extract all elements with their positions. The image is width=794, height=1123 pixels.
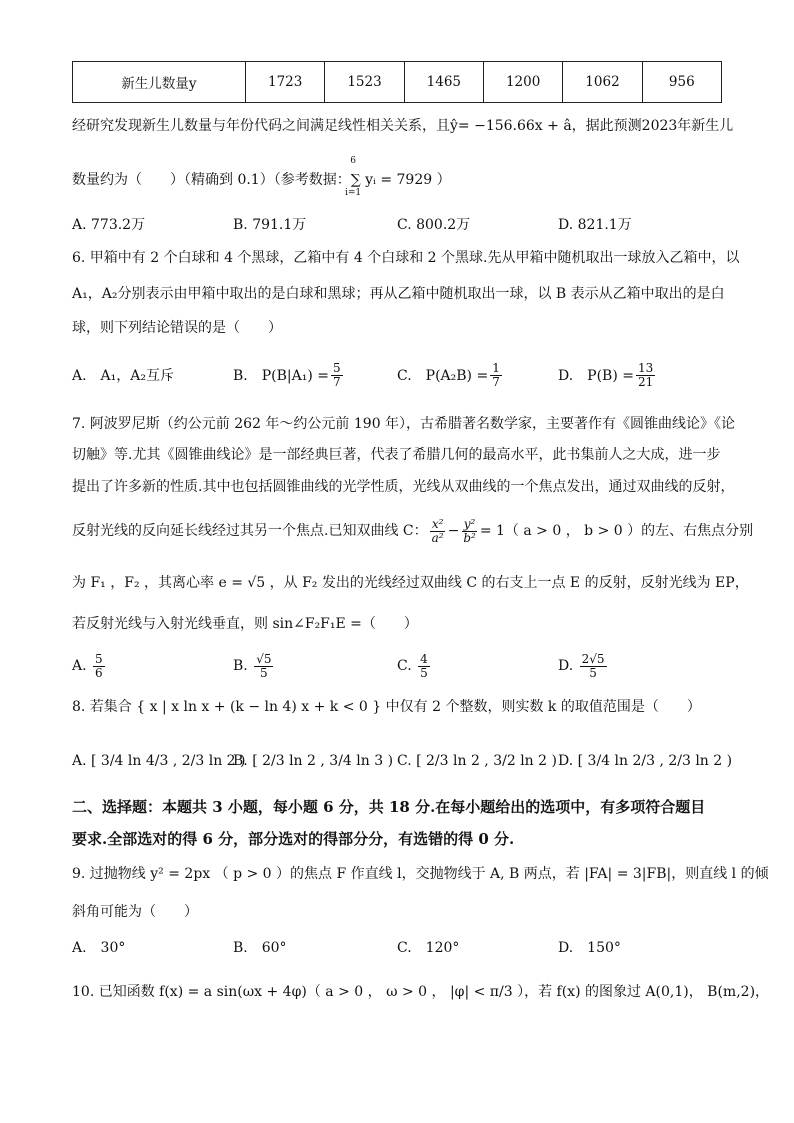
q8-option-d[interactable]: D. [ 3/4 ln 2/3 , 2/3 ln 2 ) [558, 753, 733, 769]
q8-option-a[interactable]: A. [ 3/4 ln 4/3 , 2/3 ln 2 ) [72, 753, 246, 769]
denominator: 21 [638, 374, 654, 389]
q5-text-line [72, 156, 732, 200]
q7-text: （ a > 0 ， b > 0 ）的左、右焦点分别 [504, 523, 754, 539]
q5-option-d[interactable]: D. 821.1万 [558, 217, 632, 233]
table-cell: 1062 [563, 62, 642, 103]
denominator: a² [431, 530, 444, 545]
denominator: 5 [260, 665, 268, 680]
q6-option-b[interactable] [233, 360, 345, 390]
q5-option-c[interactable]: C. 800.2万 [397, 217, 471, 233]
minus-sign: − [447, 523, 460, 539]
q6-option-d[interactable] [558, 360, 657, 390]
table-cell: 1465 [404, 62, 483, 103]
denominator: 5 [420, 665, 428, 680]
q10-text-line: 10. 已知函数 f(x) = a sin(ωx + 4φ)（ a > 0 ， ω > 0 ， |φ| < π/3 ），若 f(x) 的图象过 A(0,1)， B(m,2)， [72, 984, 770, 1000]
q6-text-line: 6. 甲箱中有 2 个白球和 4 个黑球，乙箱中有 4 个白球和 2 个黑球.先从甲箱中随机取出一球放入乙箱中，以 [72, 250, 740, 266]
q6-options [72, 360, 732, 390]
numerator: y² [463, 516, 476, 531]
q5-text: 数量约为（ ）（精确到 0.1）（参考数据：∑ yᵢ = 7929 ） [72, 172, 451, 188]
table-cell: 1200 [483, 62, 562, 103]
q8-option-b[interactable]: B. [ 2/3 ln 2 , 3/4 ln 3 ) [233, 753, 394, 769]
newborn-data-table [72, 61, 722, 103]
numerator: 2√5 [581, 651, 605, 666]
denominator: 5 [589, 665, 597, 680]
denominator: 7 [333, 374, 341, 389]
fraction [580, 653, 607, 680]
table-header-cell: 新生儿数量y [73, 62, 246, 103]
option-label: A. [72, 658, 87, 674]
denominator: 7 [492, 374, 500, 389]
q9-options [72, 932, 732, 962]
q7-options [72, 648, 732, 684]
fraction [490, 362, 502, 389]
q6-option-b-label: B. P(B|A₁) = [233, 368, 329, 384]
q9-text-line: 9. 过抛物线 y² = 2px （ p > 0 ）的焦点 F 作直线 l，交抛物线于 A, B 两点，若 |FA| = 3|FB|，则直线 l 的倾 [72, 866, 769, 882]
numerator: 5 [95, 651, 103, 666]
numerator: 5 [333, 360, 341, 375]
q6-option-d-label: D. P(B) = [558, 368, 634, 384]
q7-option-a[interactable] [72, 648, 107, 684]
sum-bottom: i=1 [345, 188, 362, 198]
section-heading: 二、选择题：本题共 3 小题，每小题 6 分，共 18 分.在每小题给出的选项中，有多项符合题目 [72, 798, 706, 816]
numerator: 13 [638, 360, 654, 375]
numerator: x² [431, 516, 444, 531]
fraction [93, 653, 105, 680]
q9-option-c[interactable]: C. 120° [397, 940, 460, 956]
fraction [254, 653, 273, 680]
q7-text-line: 提出了许多新的性质.其中也包括圆锥曲线的光学性质，光线从双曲线的一个焦点发出，通过双曲线的反射， [72, 479, 735, 495]
numerator: 4 [420, 651, 428, 666]
table-cell: 956 [642, 62, 721, 103]
summation-limits [345, 156, 361, 198]
numerator: √5 [256, 651, 272, 666]
q7-text: 反射光线的反向延长线经过其另一个焦点.已知双曲线 C： [72, 523, 428, 539]
fraction [461, 518, 478, 545]
section-heading: 要求.全部选对的得 6 分，部分选对的得部分分，有选错的得 0 分. [72, 830, 515, 848]
denominator: b² [463, 530, 476, 545]
q9-option-d[interactable]: D. 150° [558, 940, 621, 956]
fraction [331, 362, 343, 389]
q6-option-a[interactable]: A. A₁，A₂互斥 [72, 368, 175, 384]
q9-option-a[interactable]: A. 30° [72, 940, 126, 956]
q5-text-line: 经研究发现新生儿数量与年份代码之间满足线性相关关系，且ŷ= −156.66x + â，据此预测2023年新生儿 [72, 118, 734, 134]
q5-option-a[interactable]: A. 773.2万 [72, 217, 146, 233]
q6-option-c-label: C. P(A₂B) = [397, 368, 489, 384]
option-label: C. [397, 658, 412, 674]
q5-options [72, 209, 732, 239]
q7-text-line: 若反射光线与入射光线垂直，则 sin∠F₂F₁E =（ ） [72, 616, 418, 632]
q9-option-b[interactable]: B. 60° [233, 940, 287, 956]
q7-text-line [72, 513, 754, 549]
q7-option-c[interactable] [397, 648, 432, 684]
q8-option-c[interactable]: C. [ 2/3 ln 2 , 3/2 ln 2 ) [397, 753, 557, 769]
q7-text-line: 7. 阿波罗尼斯（约公元前 262 年～约公元前 190 年），古希腊著名数学家，主要著作有《圆锥曲线论》《论 [72, 416, 736, 432]
table-cell: 1523 [325, 62, 404, 103]
q7-option-d[interactable] [558, 648, 609, 684]
table-cell: 1723 [246, 62, 325, 103]
fraction [636, 362, 655, 389]
q7-text-line: 为 F₁ ，F₂ ，其离心率 e = √5 ，从 F₂ 发出的光线经过双曲线 C 的右支上一点 E 的反射，反射光线为 EP， [72, 575, 749, 591]
q6-text-line: 球，则下列结论错误的是（ ） [72, 320, 282, 336]
q8-options [72, 744, 732, 778]
q6-option-c[interactable] [397, 360, 504, 390]
q5-option-b[interactable]: B. 791.1万 [233, 217, 307, 233]
q6-text-line: A₁，A₂分别表示由甲箱中取出的是白球和黑球；再从乙箱中随机取出一球，以 B 表示从乙箱中取出的是白 [72, 286, 725, 302]
table-row [73, 62, 722, 103]
fraction [430, 518, 446, 545]
option-label: D. [558, 658, 574, 674]
q7-text-line: 切触》等.尤其《圆锥曲线论》是一部经典巨著，代表了希腊几何的最高水平，此书集前人之大成，进一步 [72, 447, 721, 463]
q7-option-b[interactable] [233, 648, 275, 684]
option-label: B. [233, 658, 248, 674]
fraction [418, 653, 430, 680]
sum-top: 6 [350, 156, 356, 166]
equals-one: = 1 [479, 523, 505, 539]
denominator: 6 [95, 665, 103, 680]
numerator: 1 [492, 360, 500, 375]
q8-text-line: 8. 若集合 { x | x ln x + (k − ln 4) x + k < 0 } 中仅有 2 个整数，则实数 k 的取值范围是（ ） [72, 699, 701, 715]
q9-text-line: 斜角可能为（ ） [72, 904, 198, 920]
